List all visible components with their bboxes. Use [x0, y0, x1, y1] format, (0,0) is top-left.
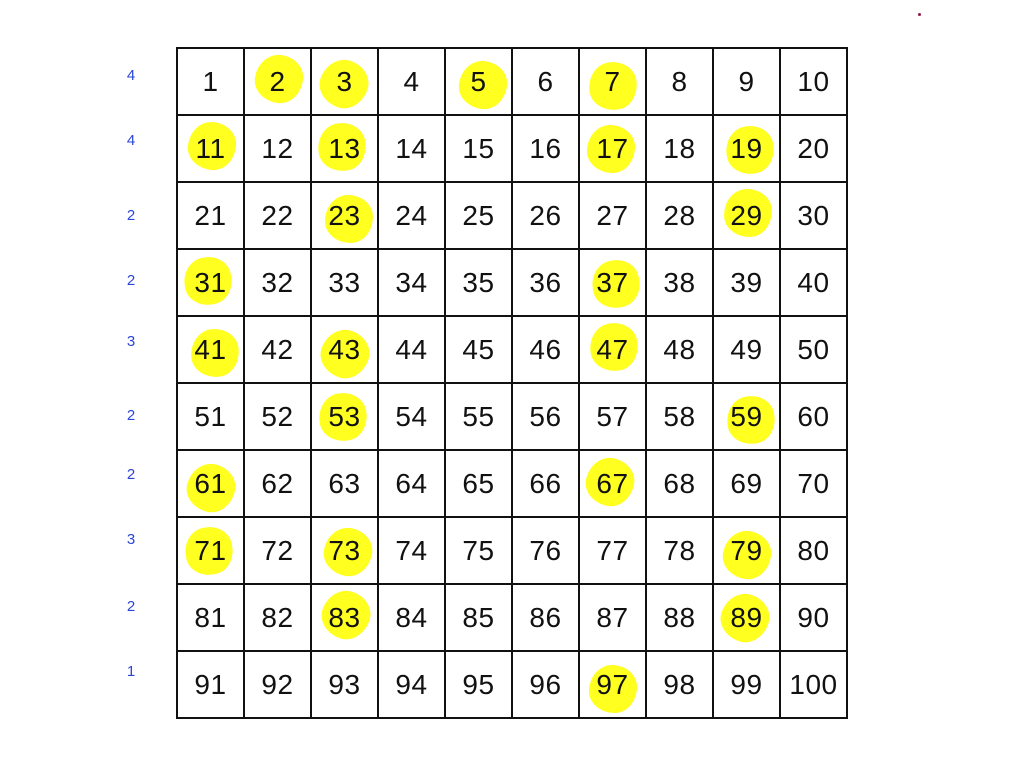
cell-number: 22	[261, 199, 294, 231]
cell-number: 79	[730, 534, 763, 566]
chart-cell	[446, 183, 513, 250]
chart-cell	[178, 317, 245, 384]
chart-cell	[379, 585, 446, 652]
chart-cell	[781, 384, 848, 451]
cell-number: 68	[663, 467, 696, 499]
cell-number: 4	[403, 65, 420, 97]
chart-cell	[647, 384, 714, 451]
cell-number: 40	[797, 266, 830, 298]
chart-cell	[647, 183, 714, 250]
cell-number: 69	[730, 467, 763, 499]
cell-number: 15	[462, 132, 495, 164]
cell-number: 92	[261, 668, 294, 700]
chart-cell	[781, 116, 848, 183]
chart-cell	[714, 585, 781, 652]
row-count: 3	[126, 531, 136, 548]
chart-cell	[580, 451, 647, 518]
cell-number: 31	[194, 266, 227, 298]
row-count: 2	[126, 207, 136, 224]
cell-number: 60	[797, 400, 830, 432]
cell-number: 7	[604, 65, 621, 97]
cell-number: 97	[596, 668, 629, 700]
chart-cell	[245, 451, 312, 518]
chart-cell	[379, 652, 446, 719]
chart-cell	[513, 317, 580, 384]
chart-cell	[178, 652, 245, 719]
cell-number: 17	[596, 132, 629, 164]
chart-cell	[714, 652, 781, 719]
chart-cell	[714, 384, 781, 451]
chart-cell	[178, 49, 245, 116]
cell-number: 83	[328, 601, 361, 633]
chart-cell	[580, 250, 647, 317]
chart-cell	[245, 518, 312, 585]
cell-number: 74	[395, 534, 428, 566]
chart-cell	[379, 116, 446, 183]
cell-number: 67	[596, 467, 629, 499]
chart-cell	[580, 183, 647, 250]
cell-number: 57	[596, 400, 629, 432]
chart-cell	[446, 518, 513, 585]
chart-cell	[781, 518, 848, 585]
chart-cell	[379, 250, 446, 317]
chart-cell	[312, 585, 379, 652]
cell-number: 50	[797, 333, 830, 365]
chart-cell	[245, 49, 312, 116]
chart-cell	[513, 49, 580, 116]
cell-number: 98	[663, 668, 696, 700]
cell-number: 46	[529, 333, 562, 365]
row-count: 1	[126, 663, 136, 681]
chart-cell	[580, 384, 647, 451]
cell-number: 28	[663, 199, 696, 231]
cell-number: 1	[202, 65, 219, 97]
chart-cell	[580, 116, 647, 183]
chart-cell	[714, 116, 781, 183]
chart-cell	[245, 585, 312, 652]
chart-cell	[513, 250, 580, 317]
cell-number: 78	[663, 534, 696, 566]
cell-number: 56	[529, 400, 562, 432]
chart-cell	[513, 518, 580, 585]
cell-number: 27	[596, 199, 629, 231]
cell-number: 86	[529, 601, 562, 633]
chart-cell	[178, 116, 245, 183]
chart-cell	[446, 49, 513, 116]
chart-cell	[379, 451, 446, 518]
cell-number: 44	[395, 333, 428, 365]
cell-number: 70	[797, 467, 830, 499]
cell-number: 18	[663, 132, 696, 164]
chart-cell	[714, 183, 781, 250]
chart-cell	[312, 451, 379, 518]
row-count: 3	[126, 333, 136, 351]
cell-number: 9	[738, 65, 755, 97]
cell-number: 20	[797, 132, 830, 164]
chart-cell	[781, 250, 848, 317]
chart-cell	[781, 49, 848, 116]
chart-cell	[245, 384, 312, 451]
chart-cell	[312, 317, 379, 384]
row-count: 2	[126, 272, 136, 290]
cell-number: 39	[730, 266, 763, 298]
cell-number: 53	[328, 400, 361, 432]
chart-cell	[647, 451, 714, 518]
chart-cell	[245, 116, 312, 183]
chart-cell	[781, 183, 848, 250]
cell-number: 91	[194, 668, 227, 700]
chart-cell	[446, 451, 513, 518]
cell-number: 8	[671, 65, 688, 97]
chart-cell	[513, 585, 580, 652]
cell-number: 23	[328, 199, 361, 231]
chart-cell	[312, 250, 379, 317]
chart-cell	[446, 116, 513, 183]
chart-cell	[647, 116, 714, 183]
chart-cell	[647, 250, 714, 317]
cell-number: 100	[789, 668, 838, 700]
cell-number: 37	[596, 266, 629, 298]
cell-number: 5	[470, 65, 487, 97]
chart-cell	[446, 384, 513, 451]
chart-cell	[781, 317, 848, 384]
row-count: 4	[126, 66, 136, 84]
chart-cell	[513, 652, 580, 719]
cell-number: 29	[730, 199, 763, 231]
cell-number: 26	[529, 199, 562, 231]
hundred-chart	[176, 47, 848, 719]
cell-number: 10	[797, 65, 830, 97]
cell-number: 32	[261, 266, 294, 298]
cell-number: 19	[730, 132, 763, 164]
cell-number: 51	[194, 400, 227, 432]
cell-number: 87	[596, 601, 629, 633]
chart-cell	[513, 116, 580, 183]
cell-number: 38	[663, 266, 696, 298]
row-count: 2	[126, 406, 136, 424]
cell-number: 58	[663, 400, 696, 432]
cell-number: 54	[395, 400, 428, 432]
chart-cell	[446, 250, 513, 317]
cell-number: 85	[462, 601, 495, 633]
chart-cell	[714, 317, 781, 384]
chart-cell	[647, 652, 714, 719]
cell-number: 35	[462, 266, 495, 298]
chart-cell	[446, 317, 513, 384]
cell-number: 52	[261, 400, 294, 432]
cell-number: 82	[261, 601, 294, 633]
chart-cell	[245, 250, 312, 317]
chart-cell	[647, 49, 714, 116]
cell-number: 73	[328, 534, 361, 566]
chart-cell	[178, 451, 245, 518]
cell-number: 41	[194, 333, 227, 365]
cell-number: 36	[529, 266, 562, 298]
row-count: 4	[126, 131, 136, 149]
cell-number: 33	[328, 266, 361, 298]
cell-number: 25	[462, 199, 495, 231]
chart-cell	[379, 49, 446, 116]
chart-cell	[178, 518, 245, 585]
cell-number: 88	[663, 601, 696, 633]
cell-number: 55	[462, 400, 495, 432]
chart-cell	[178, 585, 245, 652]
cell-number: 14	[395, 132, 428, 164]
chart-cell	[178, 250, 245, 317]
chart-cell	[647, 585, 714, 652]
cell-number: 6	[537, 65, 554, 97]
cell-number: 81	[194, 601, 227, 633]
chart-cell	[312, 116, 379, 183]
cell-number: 80	[797, 534, 830, 566]
cell-number: 90	[797, 601, 830, 633]
cell-number: 34	[395, 266, 428, 298]
chart-cell	[714, 49, 781, 116]
cell-number: 12	[261, 132, 294, 164]
cell-number: 42	[261, 333, 294, 365]
chart-cell	[312, 49, 379, 116]
cell-number: 89	[730, 601, 763, 633]
cell-number: 93	[328, 668, 361, 700]
cell-number: 66	[529, 467, 562, 499]
chart-cell	[446, 652, 513, 719]
cell-number: 75	[462, 534, 495, 566]
cell-number: 94	[395, 668, 428, 700]
row-count: 2	[126, 465, 136, 483]
chart-cell	[781, 652, 848, 719]
cell-number: 2	[269, 65, 286, 97]
cell-number: 45	[462, 333, 495, 365]
chart-cell	[178, 384, 245, 451]
chart-cell	[580, 585, 647, 652]
cell-number: 95	[462, 668, 495, 700]
chart-cell	[580, 652, 647, 719]
cell-number: 49	[730, 333, 763, 365]
cell-number: 76	[529, 534, 562, 566]
stray-dot	[918, 13, 921, 16]
row-count: 2	[126, 598, 136, 616]
cell-number: 64	[395, 467, 428, 499]
cell-number: 16	[529, 132, 562, 164]
chart-cell	[513, 183, 580, 250]
cell-number: 43	[328, 333, 361, 365]
cell-number: 65	[462, 467, 495, 499]
cell-number: 72	[261, 534, 294, 566]
chart-cell	[513, 384, 580, 451]
chart-cell	[245, 317, 312, 384]
chart-cell	[312, 183, 379, 250]
cell-number: 71	[194, 534, 227, 566]
cell-number: 3	[336, 65, 353, 97]
chart-cell	[446, 585, 513, 652]
cell-number: 61	[194, 467, 227, 499]
chart-cell	[714, 518, 781, 585]
chart-cell	[312, 652, 379, 719]
chart-cell	[513, 451, 580, 518]
cell-number: 59	[730, 400, 763, 432]
chart-cell	[647, 317, 714, 384]
chart-cell	[580, 49, 647, 116]
chart-cell	[379, 384, 446, 451]
chart-cell	[312, 518, 379, 585]
cell-number: 84	[395, 601, 428, 633]
chart-cell	[312, 384, 379, 451]
chart-cell	[714, 250, 781, 317]
cell-number: 13	[328, 132, 361, 164]
cell-number: 99	[730, 668, 763, 700]
cell-number: 47	[596, 333, 629, 365]
chart-cell	[379, 518, 446, 585]
chart-cell	[781, 451, 848, 518]
cell-number: 62	[261, 467, 294, 499]
chart-cell	[379, 317, 446, 384]
chart-cell	[781, 585, 848, 652]
chart-cell	[245, 652, 312, 719]
chart-cell	[379, 183, 446, 250]
chart-cell	[580, 317, 647, 384]
cell-number: 48	[663, 333, 696, 365]
chart-cell	[714, 451, 781, 518]
row-count-column	[118, 47, 148, 719]
cell-number: 63	[328, 467, 361, 499]
chart-cell	[647, 518, 714, 585]
cell-number: 96	[529, 668, 562, 700]
cell-number: 77	[596, 534, 629, 566]
cell-number: 24	[395, 199, 428, 231]
chart-cell	[580, 518, 647, 585]
cell-number: 21	[194, 199, 227, 231]
chart-cell	[178, 183, 245, 250]
chart-cell	[245, 183, 312, 250]
cell-number: 30	[797, 199, 830, 231]
cell-number: 11	[195, 132, 226, 164]
